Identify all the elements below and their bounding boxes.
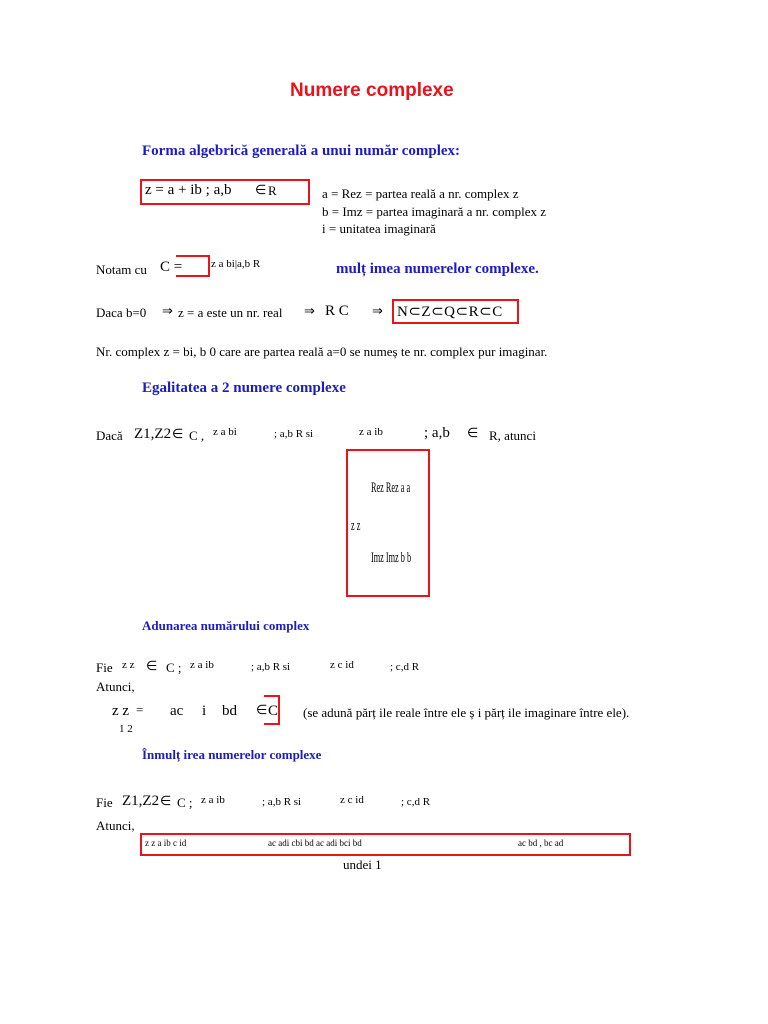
equality-system bbox=[351, 458, 425, 592]
set-c-description: mulț imea numerelor complexe. bbox=[336, 261, 539, 277]
set-c-bracket bbox=[176, 255, 210, 277]
addition-atunci: Atunci, bbox=[96, 679, 135, 694]
in-symbol-5: ∈ bbox=[256, 702, 268, 717]
set-c-definition: z a bi|a,b R bbox=[211, 258, 261, 270]
system-top-row: Rez Rez a a bbox=[371, 480, 411, 496]
addition-z2-def: z c id bbox=[330, 659, 354, 671]
set-c-label: C = bbox=[160, 259, 183, 275]
in-symbol: ∈ bbox=[255, 182, 267, 197]
multiplication-formula-part1: z z a ib c id bbox=[145, 838, 187, 848]
equality-z2-def: z a ib bbox=[359, 426, 383, 438]
multiplication-ab-in-r: ; a,b R si bbox=[262, 796, 302, 808]
imaginary-unit-footnote: undei 1 bbox=[343, 857, 382, 872]
multiplication-c: C ; bbox=[177, 795, 193, 810]
multiplication-cd-in-r: ; c,d R bbox=[401, 796, 431, 808]
in-symbol-2: ∈ bbox=[172, 426, 184, 441]
implies-symbol: ⇒ bbox=[162, 303, 173, 318]
addition-cd-in-r: ; c,d R bbox=[390, 661, 420, 673]
set-r: R bbox=[468, 304, 480, 320]
addition-c-set: C bbox=[268, 703, 279, 719]
definition-imaginary-unit: i = unitatea imaginară bbox=[322, 221, 436, 236]
in-symbol-6: ∈ bbox=[160, 793, 172, 808]
equality-ab-in-r: ; a,b R si bbox=[274, 428, 314, 440]
definition-real-part: a = Rez = partea reală a nr. complex z bbox=[322, 186, 519, 201]
in-symbol-3: ∈ bbox=[467, 425, 479, 440]
equality-atunci: R, atunci bbox=[489, 428, 536, 443]
multiplication-fie: Fie bbox=[96, 795, 113, 810]
notam-prefix: Notam cu bbox=[96, 262, 147, 277]
addition-heading: Adunarea numărului complex bbox=[142, 618, 310, 633]
set-c: C bbox=[492, 304, 503, 320]
multiplication-z1z2: Z1,Z2 bbox=[122, 793, 160, 809]
daca-b0-middle: z = a este un nr. real bbox=[178, 305, 283, 320]
addition-ab-in-r: ; a,b R si bbox=[251, 661, 291, 673]
system-left: z z bbox=[351, 518, 361, 534]
set-z: Z bbox=[421, 304, 432, 320]
algebraic-form-heading: Forma algebrică generală a unui număr complex: bbox=[142, 143, 461, 159]
equality-c: C , bbox=[189, 428, 205, 443]
algebraic-set: R bbox=[268, 183, 277, 198]
multiplication-formula-part2: ac adi cbi bd ac adi bci bd bbox=[268, 838, 362, 848]
inclusion-rc: R C bbox=[325, 303, 349, 319]
addition-fie: Fie bbox=[96, 660, 113, 675]
page-title: Numere complexe bbox=[290, 80, 454, 101]
equality-z1-def: z a bi bbox=[213, 426, 237, 438]
set-n: N bbox=[397, 304, 409, 320]
multiplication-z1-def: z a ib bbox=[201, 794, 225, 806]
equality-z1z2: Z1,Z2 bbox=[134, 426, 172, 442]
set-q: Q bbox=[444, 304, 456, 320]
addition-z1-def: z a ib bbox=[190, 659, 214, 671]
addition-subscripts: 1 2 bbox=[119, 723, 133, 735]
number-sets-chain: N⊂Z⊂Q⊂R⊂C bbox=[397, 304, 503, 320]
addition-note: (se adună părț ile reale între ele ș i părț ile imaginare între ele). bbox=[303, 705, 630, 720]
equality-heading: Egalitatea a 2 numere complexe bbox=[142, 380, 346, 396]
daca-b0-text: Daca b=0 bbox=[96, 305, 147, 320]
multiplication-atunci: Atunci, bbox=[96, 818, 135, 833]
algebraic-formula: z = a + ib ; a,b bbox=[145, 182, 232, 198]
implies-symbol-3: ⇒ bbox=[372, 303, 383, 318]
addition-bd: bd bbox=[222, 703, 237, 719]
implies-symbol-2: ⇒ bbox=[304, 303, 315, 318]
multiplication-heading: Înmulț irea numerelor complexe bbox=[142, 747, 322, 762]
pure-imaginary-text: Nr. complex z = bi, b 0 care are partea reală a=0 se numeș te nr. complex pur imaginar. bbox=[96, 344, 548, 359]
addition-formula-left: z z bbox=[112, 703, 130, 719]
addition-z1z2: z z bbox=[122, 659, 135, 671]
addition-i: i bbox=[202, 703, 207, 719]
system-bottom-row: Imz Imz b b bbox=[371, 550, 412, 566]
equality-prefix: Dacă bbox=[96, 428, 123, 443]
addition-ac: ac bbox=[170, 703, 184, 719]
multiplication-z2-def: z c id bbox=[340, 794, 364, 806]
addition-equals: = bbox=[136, 702, 144, 717]
definition-imaginary-part: b = Imz = partea imaginară a nr. complex z bbox=[322, 204, 547, 219]
equality-ab-prime: ; a,b bbox=[424, 425, 450, 441]
in-symbol-4: ∈ bbox=[146, 658, 158, 673]
multiplication-formula-part3: ac bd , bc ad bbox=[518, 838, 564, 848]
addition-c: C ; bbox=[166, 660, 182, 675]
